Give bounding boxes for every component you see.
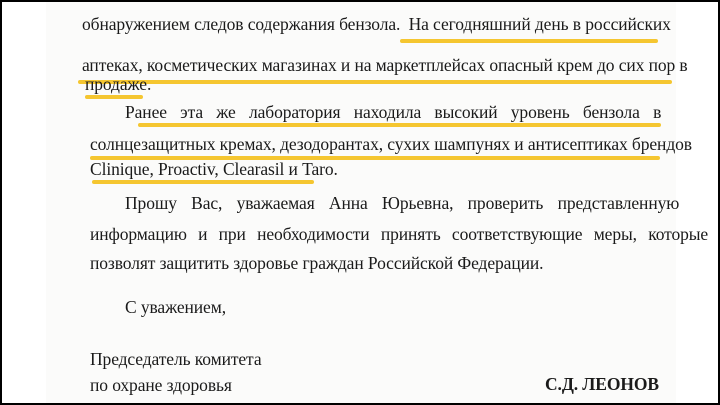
signature-title-line2: по охране здоровья xyxy=(90,375,232,395)
paragraph3-line3: позволят защитить здоровье граждан Российской Федерации. xyxy=(90,253,544,273)
highlight-underline xyxy=(85,95,143,99)
paragraph3-line2: информацию и при необходимости принять соответствующие меры, которые xyxy=(90,224,709,244)
highlight-underline xyxy=(92,180,314,184)
signature-name: С.Д. ЛЕОНОВ xyxy=(545,374,659,394)
signature-title-line1: Председатель комитета xyxy=(90,349,262,369)
paragraph3-line1: Прошу Вас, уважаемая Анна Юрьевна, проверить представленную xyxy=(125,193,680,213)
highlight-underline xyxy=(138,123,661,127)
paragraph2-line1 xyxy=(125,102,661,123)
paragraph1-line1-highlighted: На сегодняшний день в российских xyxy=(408,14,671,34)
paragraph1-line2: аптеках, косметических магазинах и на маркетплейсах опасный крем до сих пор в xyxy=(82,55,688,75)
paragraph1-line3: продаже. xyxy=(85,74,152,94)
closing-text: С уважением, xyxy=(125,297,226,317)
paragraph1-line1-plain: обнаружением следов содержания бензола. xyxy=(82,14,401,34)
paragraph2-line1-text: Ранее эта же лаборатория находила высокий уровень бензола в xyxy=(125,102,662,122)
paragraph2-line3: Clinique, Proactiv, Clearasil и Taro. xyxy=(90,159,338,179)
highlight-underline xyxy=(400,39,658,43)
highlight-underline xyxy=(78,80,672,84)
paragraph2-line2: солнцезащитных кремах, дезодорантах, сухих шампунях и антисептиках брендов xyxy=(90,134,692,154)
paragraph1-line1 xyxy=(82,14,671,35)
